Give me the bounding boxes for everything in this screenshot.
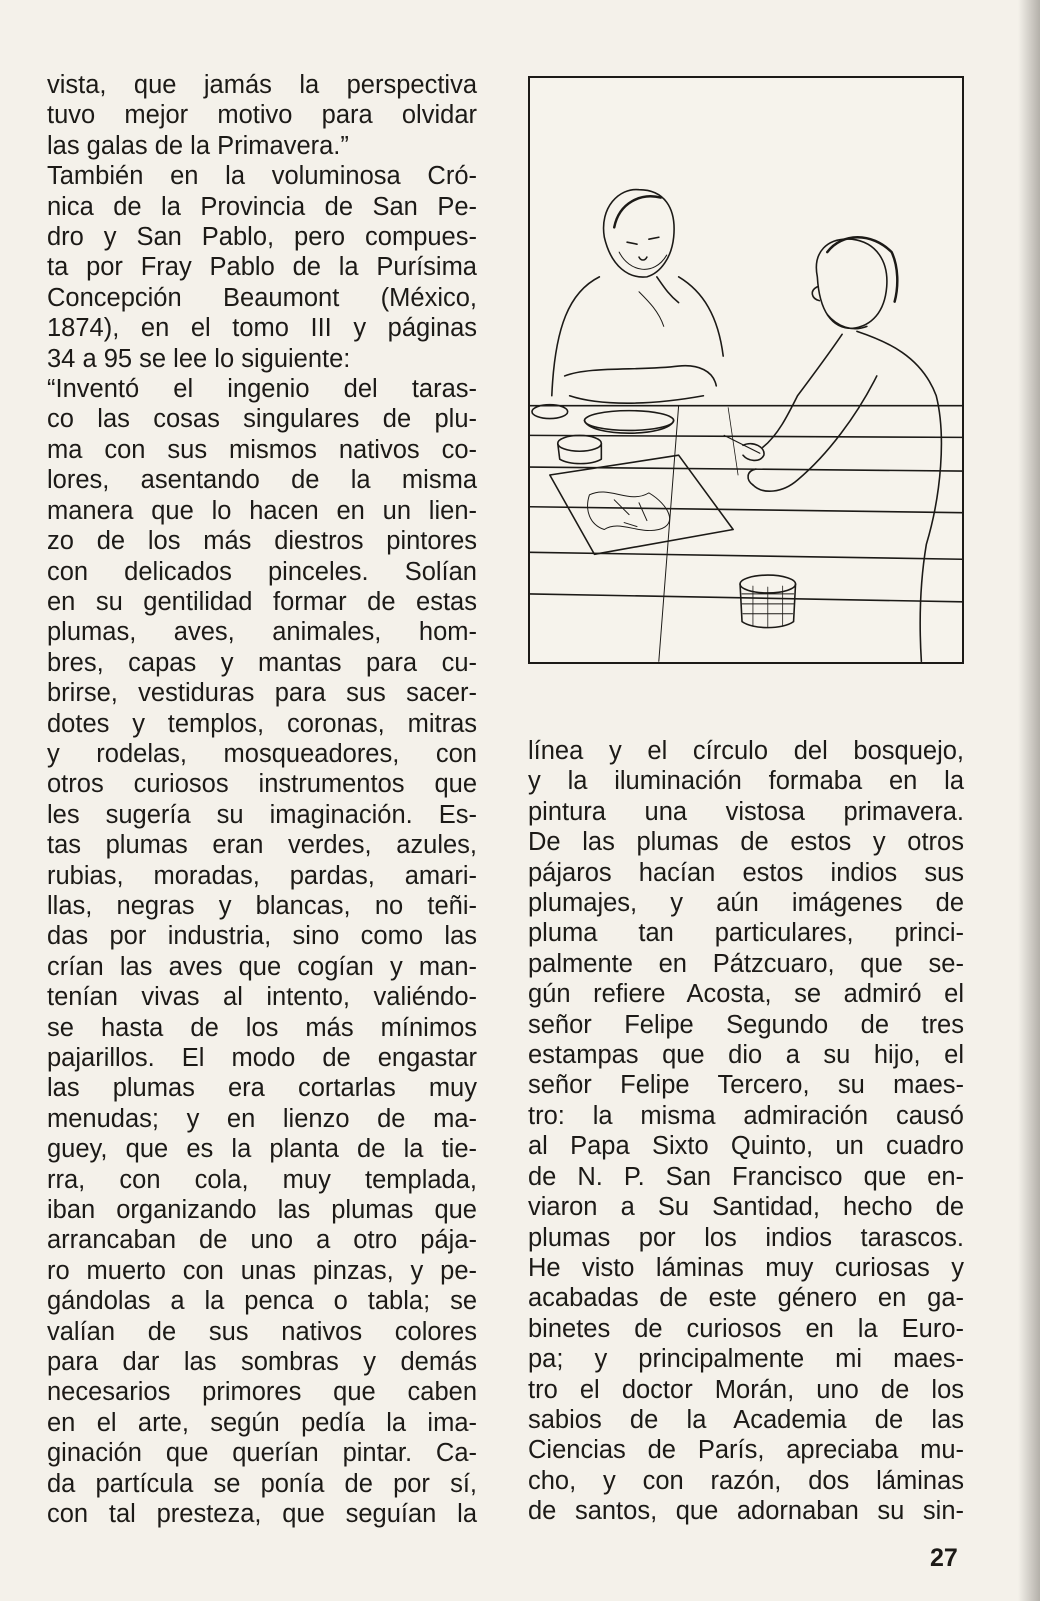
- text-line: “Inventó el ingenio del taras-: [47, 375, 477, 404]
- text-line: pluma tan particulares, princi-: [528, 919, 964, 948]
- text-line: de santos, que adornaban su sin-: [528, 1497, 964, 1526]
- text-line: y la iluminación formaba en la: [528, 767, 964, 796]
- text-line: arrancaban de uno a otro pája-: [47, 1226, 477, 1255]
- text-line: menudas; y en lienzo de ma-: [47, 1104, 477, 1133]
- text-line: rra, con cola, muy templada,: [47, 1165, 477, 1194]
- text-line: plumajes, y aún imágenes de: [528, 889, 964, 918]
- text-line: valían de sus nativos colores: [47, 1317, 477, 1346]
- text-line: da partícula se ponía de por sí,: [47, 1469, 477, 1498]
- text-line: pájaros hacían estos indios sus: [528, 858, 964, 887]
- text-line: Concepción Beaumont (México,: [47, 283, 477, 312]
- text-line: nica de la Provincia de San Pe-: [47, 192, 477, 221]
- page-number: 27: [930, 1544, 958, 1572]
- text-line: De las plumas de estos y otros: [528, 828, 964, 857]
- text-line: tuvo mejor motivo para olvidar: [47, 101, 477, 130]
- right-text-column: [528, 736, 964, 1527]
- text-line: viaron a Su Santidad, hecho de: [528, 1193, 964, 1222]
- text-line: se hasta de los más mínimos: [47, 1013, 477, 1042]
- text-line: plumas por los indios tarascos.: [528, 1223, 964, 1252]
- text-line: tenían vivas al intento, valiéndo-: [47, 983, 477, 1012]
- text-line: con delicados pinceles. Solían: [47, 557, 477, 586]
- text-line: He visto láminas muy curiosas y: [528, 1253, 964, 1282]
- text-line: para dar las sombras y demás: [47, 1348, 477, 1377]
- text-line: vista, que jamás la perspectiva: [47, 71, 477, 99]
- text-line: Ciencias de París, apreciaba mu-: [528, 1436, 964, 1465]
- feather-work-illustration-icon: [530, 78, 962, 662]
- text-line: y rodelas, mosqueadores, con: [47, 739, 477, 768]
- text-line: ta por Fray Pablo de la Purísima: [47, 253, 477, 282]
- text-line: lores, asentando de la misma: [47, 466, 477, 495]
- text-line: pintura una vistosa primavera.: [528, 797, 964, 826]
- text-line: zo de los más diestros pintores: [47, 527, 477, 556]
- text-line: en el arte, según pedía la ima-: [47, 1408, 477, 1437]
- text-line: señor Felipe Tercero, su maes-: [528, 1071, 964, 1100]
- text-line: pa; y principalmente mi maes-: [528, 1345, 964, 1374]
- text-line: tas plumas eran verdes, azules,: [47, 831, 477, 860]
- text-line: cho, y con razón, dos láminas: [528, 1466, 964, 1495]
- illustration-figure: [528, 76, 964, 664]
- text-line: brirse, vestiduras para sus sacer-: [47, 679, 477, 708]
- text-line: iban organizando las plumas que: [47, 1196, 477, 1225]
- text-line: rubias, moradas, pardas, amari-: [47, 861, 477, 890]
- text-line: dotes y templos, coronas, mitras: [47, 709, 477, 738]
- text-line: en su gentilidad formar de estas: [47, 587, 477, 616]
- text-line: plumas, aves, animales, hom-: [47, 618, 477, 647]
- text-line: 34 a 95 se lee lo siguiente:: [47, 344, 351, 373]
- text-line: otros curiosos instrumentos que: [47, 770, 477, 799]
- text-line: llas, negras y blancas, no teñi-: [47, 891, 477, 920]
- text-line: línea y el círculo del bosquejo,: [528, 737, 964, 765]
- text-line: 1874), en el tomo III y páginas: [47, 314, 477, 343]
- text-line: bres, capas y mantas para cu-: [47, 648, 477, 677]
- text-line: dro y San Pablo, pero compues-: [47, 223, 477, 252]
- text-line: al Papa Sixto Quinto, un cuadro: [528, 1132, 964, 1161]
- text-line: pajarillos. El modo de engastar: [47, 1044, 477, 1072]
- text-line: das por industria, sino como las: [47, 922, 477, 951]
- text-line: manera que lo hacen en un lien-: [47, 496, 477, 525]
- text-line: acabadas de este género en ga-: [528, 1284, 964, 1313]
- text-line: tro: la misma admiración causó: [528, 1101, 964, 1130]
- text-line: ro muerto con unas pinzas, y pe-: [47, 1256, 477, 1285]
- page-edge-shadow: [1018, 0, 1040, 1601]
- text-line: señor Felipe Segundo de tres: [528, 1010, 964, 1039]
- text-line: También en la voluminosa Cró-: [47, 162, 477, 191]
- text-line: sabios de la Academia de las: [528, 1405, 964, 1434]
- text-line: binetes de curiosos en la Euro-: [528, 1314, 964, 1343]
- text-line: guey, que es la planta de la tie-: [47, 1135, 477, 1164]
- text-line: palmente en Pátzcuaro, que se-: [528, 949, 964, 978]
- text-line: ma con sus mismos nativos co-: [47, 435, 477, 464]
- text-line: gún refiere Acosta, se admiró el: [528, 980, 964, 1009]
- left-text-column: [47, 70, 477, 1530]
- text-line: las plumas era cortarlas muy: [47, 1074, 477, 1103]
- text-line: necesarios primores que caben: [47, 1378, 477, 1407]
- text-line: con tal presteza, que seguían la: [47, 1500, 477, 1529]
- text-line: co las cosas singulares de plu-: [47, 405, 477, 434]
- text-line: tro el doctor Morán, uno de los: [528, 1375, 964, 1404]
- text-line: crían las aves que cogían y man-: [47, 952, 477, 981]
- text-line: estampas que dio a su hijo, el: [528, 1041, 964, 1070]
- text-line: les sugería su imaginación. Es-: [47, 800, 477, 829]
- text-line: de N. P. San Francisco que en-: [528, 1162, 964, 1191]
- text-line: ginación que querían pintar. Ca-: [47, 1439, 477, 1468]
- text-line: gándolas a la penca o tabla; se: [47, 1287, 477, 1316]
- text-line: las galas de la Primavera.”: [47, 131, 349, 160]
